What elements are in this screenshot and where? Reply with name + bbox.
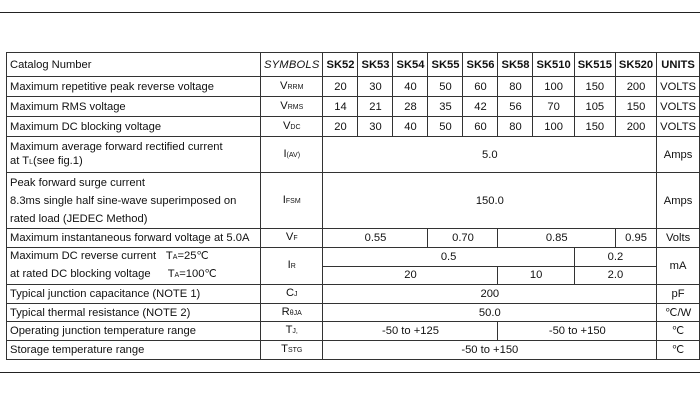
top-rule: [0, 12, 700, 13]
catalog-number-label: Catalog Number: [7, 53, 261, 77]
value-cell: 80: [498, 117, 533, 137]
row-rth: [7, 304, 700, 322]
symbol: VDC: [260, 117, 323, 137]
value-cell: 200: [615, 117, 656, 137]
model-header: SK53: [358, 53, 393, 77]
unit-cell: ℃: [657, 322, 700, 341]
value-cell: 40: [393, 117, 428, 137]
value-cell: 5.0: [323, 137, 657, 173]
value-cell: 40: [393, 77, 428, 97]
symbol: RθJA: [260, 304, 323, 322]
row-tj: [7, 322, 700, 341]
value-cell: 20: [323, 266, 498, 285]
param-label: Maximum average forward rectified current at TL(see fig.1): [7, 137, 261, 173]
value-cell: 60: [463, 117, 498, 137]
value-cell: 150.0: [323, 173, 657, 229]
value-cell: 35: [428, 97, 463, 117]
value-cell: -50 to +125: [323, 322, 498, 341]
value-cell: 150: [574, 117, 615, 137]
symbol: TSTG: [260, 341, 323, 360]
model-header: SK52: [323, 53, 358, 77]
value-cell: 0.55: [323, 229, 428, 248]
unit-cell: ℃: [657, 341, 700, 360]
value-cell: 0.85: [498, 229, 615, 248]
unit-cell: Amps: [657, 137, 700, 173]
symbol: CJ: [260, 285, 323, 304]
symbol: VF: [260, 229, 323, 248]
value-cell: 0.2: [574, 248, 656, 267]
unit-cell: Volts: [657, 229, 700, 248]
row-vrrm: [7, 77, 700, 97]
model-header: SK56: [463, 53, 498, 77]
unit-cell: Amps: [657, 173, 700, 229]
row-iav: [7, 137, 700, 173]
ratings-table: [6, 52, 700, 360]
unit-cell: pF: [657, 285, 700, 304]
value-cell: -50 to +150: [323, 341, 657, 360]
units-header: UNITS: [657, 53, 700, 77]
value-cell: 14: [323, 97, 358, 117]
value-cell: 70: [533, 97, 574, 117]
param-label: Operating junction temperature range: [7, 322, 261, 341]
model-header: SK510: [533, 53, 574, 77]
symbols-header: SYMBOLS: [260, 53, 323, 77]
value-cell: 28: [393, 97, 428, 117]
row-vf: [7, 229, 700, 248]
value-cell: -50 to +150: [498, 322, 657, 341]
param-label: Maximum DC reverse current TA=25℃ at rated DC blocking voltage TA=100℃: [7, 248, 261, 285]
value-cell: 0.5: [323, 248, 574, 267]
value-cell: 200: [323, 285, 657, 304]
symbol: I(AV): [260, 137, 323, 173]
row-tstg: [7, 341, 700, 360]
value-cell: 30: [358, 117, 393, 137]
value-cell: 20: [323, 77, 358, 97]
value-cell: 0.95: [615, 229, 656, 248]
value-cell: 100: [533, 77, 574, 97]
value-cell: 30: [358, 77, 393, 97]
value-cell: 42: [463, 97, 498, 117]
symbol: IFSM: [260, 173, 323, 229]
value-cell: 80: [498, 77, 533, 97]
param-label: Storage temperature range: [7, 341, 261, 360]
param-label: Maximum repetitive peak reverse voltage: [7, 77, 261, 97]
param-label: Maximum RMS voltage: [7, 97, 261, 117]
value-cell: 150: [615, 97, 656, 117]
model-header: SK55: [428, 53, 463, 77]
model-header: SK54: [393, 53, 428, 77]
value-cell: 200: [615, 77, 656, 97]
value-cell: 20: [323, 117, 358, 137]
param-label: Peak forward surge current 8.3ms single half sine-wave superimposed on rated load (JEDEC Method): [7, 173, 261, 229]
row-ir-25c: [7, 248, 700, 267]
model-header: SK58: [498, 53, 533, 77]
param-label: Maximum DC blocking voltage: [7, 117, 261, 137]
row-cj: [7, 285, 700, 304]
value-cell: 100: [533, 117, 574, 137]
value-cell: 105: [574, 97, 615, 117]
model-header: SK520: [615, 53, 656, 77]
bottom-rule: [0, 372, 700, 373]
value-cell: 150: [574, 77, 615, 97]
unit-cell: VOLTS: [657, 97, 700, 117]
value-cell: 21: [358, 97, 393, 117]
row-vdc: [7, 117, 700, 137]
unit-cell: mA: [657, 248, 700, 285]
value-cell: 60: [463, 77, 498, 97]
param-label: Typical junction capacitance (NOTE 1): [7, 285, 261, 304]
value-cell: 50: [428, 117, 463, 137]
value-cell: 56: [498, 97, 533, 117]
unit-cell: VOLTS: [657, 117, 700, 137]
row-ifsm: [7, 173, 700, 229]
header-row: [7, 53, 700, 77]
unit-cell: VOLTS: [657, 77, 700, 97]
value-cell: 50: [428, 77, 463, 97]
symbol: VRRM: [260, 77, 323, 97]
value-cell: 2.0: [574, 266, 656, 285]
value-cell: 0.70: [428, 229, 498, 248]
model-header: SK515: [574, 53, 615, 77]
value-cell: 10: [498, 266, 574, 285]
param-label: Maximum instantaneous forward voltage at 5.0A: [7, 229, 261, 248]
unit-cell: ℃/W: [657, 304, 700, 322]
symbol: TJ,: [260, 322, 323, 341]
symbol: VRMS: [260, 97, 323, 117]
param-label: Typical thermal resistance (NOTE 2): [7, 304, 261, 322]
row-vrms: [7, 97, 700, 117]
value-cell: 50.0: [323, 304, 657, 322]
symbol: IR: [260, 248, 323, 285]
